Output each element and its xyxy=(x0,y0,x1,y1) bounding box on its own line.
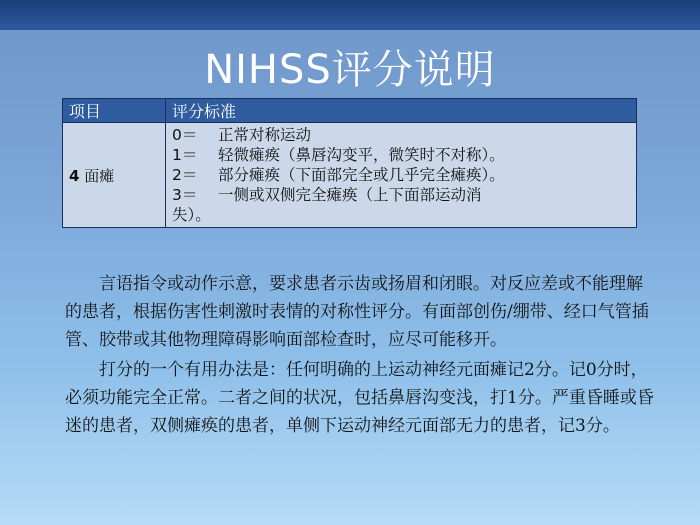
criteria-text: 失）。 xyxy=(172,206,211,224)
criteria-text: 一侧或双侧完全瘫痪（上下面部运动消 xyxy=(218,186,482,204)
item-cell xyxy=(63,123,166,228)
criteria-code: 0＝ xyxy=(172,126,198,144)
item-number: 4 xyxy=(69,166,80,185)
criteria-line-3 xyxy=(172,185,630,205)
criteria-text: 部分瘫痪（下面部完全或几乎完全瘫痪）。 xyxy=(218,166,505,184)
criteria-line-0 xyxy=(172,125,630,145)
table-row xyxy=(63,123,637,228)
criteria-text: 正常对称运动 xyxy=(218,126,312,144)
criteria-code: 3＝ xyxy=(172,186,198,204)
item-name: 面瘫 xyxy=(84,166,115,185)
header-criteria: 评分标准 xyxy=(166,99,637,123)
criteria-text: 轻微瘫痪（鼻唇沟变平，微笑时不对称）。 xyxy=(218,146,505,164)
header-band xyxy=(0,0,700,30)
criteria-code: 2＝ xyxy=(172,166,198,184)
criteria-line-2 xyxy=(172,165,630,185)
criteria-cell xyxy=(166,123,637,228)
criteria-line-1 xyxy=(172,145,630,165)
slide-title: NIHSS评分说明 xyxy=(204,47,496,93)
header-item: 项目 xyxy=(63,99,166,123)
table-header-row xyxy=(63,99,637,123)
nihss-table xyxy=(62,98,637,228)
criteria-line-4 xyxy=(172,205,630,225)
criteria-code: 1＝ xyxy=(172,146,198,164)
paragraph: 言语指令或动作示意，要求患者示齿或扬眉和闭眼。对反应差或不能理解的患者，根据伤害性刺激时表情的对称性评分。有面部创伤/绷带、经口气管插管、胶带或其他物理障碍影响面部检查时，应尽可能移开。 xyxy=(65,274,649,350)
paragraph: 打分的一个有用办法是：任何明确的上运动神经元面瘫记2分。记0分时，必须功能完全正常。二者之间的状况，包括鼻唇沟变浅，打1分。严重昏睡或昏迷的患者，双侧瘫痪的患者，单侧下运动神经元面部无力的患者，记3分。 xyxy=(65,360,654,436)
explanation-text xyxy=(65,270,655,440)
